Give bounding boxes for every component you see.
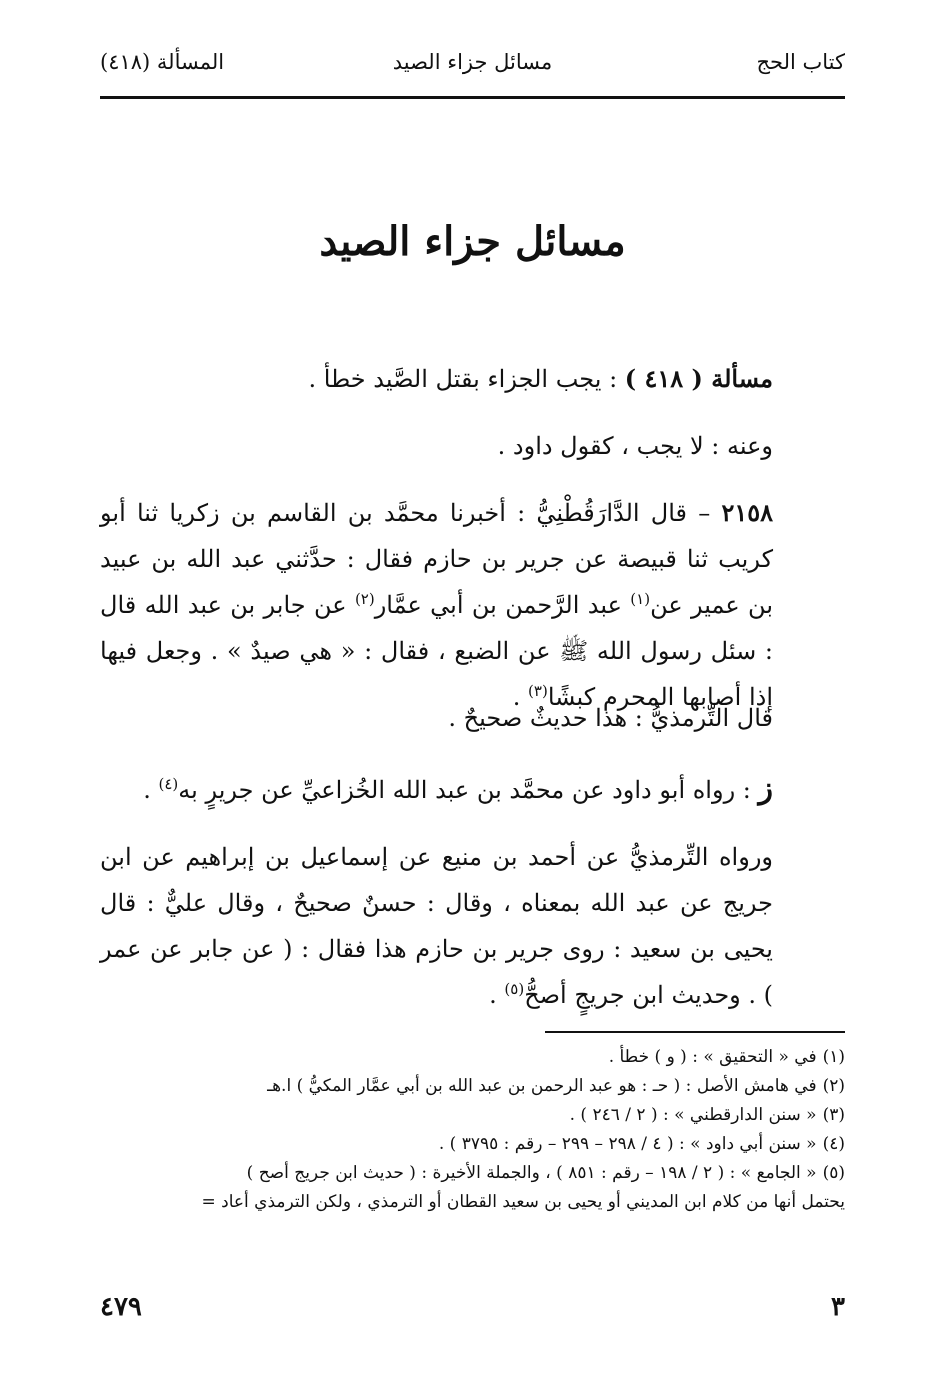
footnotes <box>100 1043 845 1217</box>
footnote-ref-3[interactable]: (٣) <box>528 682 548 700</box>
footnote-2 <box>100 1072 845 1101</box>
footnote-text: في « التحقيق » : ( و ) خطأ . <box>608 1047 817 1067</box>
header-divider <box>100 96 845 99</box>
issue-paragraph <box>100 356 845 402</box>
footnote-1 <box>100 1043 845 1072</box>
header-chapter-title: مسائل جزاء الصيد <box>392 50 553 74</box>
header-issue-number: المسألة (٤١٨) <box>100 50 225 74</box>
footnote-ref-4[interactable]: (٤) <box>158 775 179 793</box>
zay-end: . <box>143 776 159 804</box>
narration-text: ورواه التِّرمذيُّ عن أحمد بن منيع عن إسماعيل بن إبراهيم عن ابن جريج عن عبد الله بمعناه ، وقال : حسنٌ صحيحٌ ، وقال عليٌّ : قال يحيى بن سعيد : روى جرير بن حازم هذا فقال : ( عن جابر عن عمر ) . وحديث ابن جريجٍ أصحُّ <box>100 843 773 1009</box>
running-header <box>100 50 845 90</box>
hadith-paragraph <box>100 490 845 720</box>
footnote-text: في هامش الأصل : ( حـ : هو عبد الرحمن بن عبد الله بن أبي عمَّار المكيُّ ) ا.هـ <box>267 1076 817 1096</box>
alternate-view: وعنه : لا يجب ، كقول داود . <box>497 432 773 460</box>
issue-label: مسألة ( ٤١٨ ) <box>624 364 773 393</box>
footnote-number: (٣) <box>822 1105 845 1125</box>
hadith-text-2: عبد الرَّحمن بن أبي عمَّار <box>374 591 631 619</box>
header-book-title: كتاب الحج <box>756 50 845 74</box>
issue-text: : يجب الجزاء بقتل الصَّيد خطأ . <box>308 365 625 393</box>
tirmidhi-narration <box>100 834 845 1018</box>
zay-paragraph <box>100 766 845 813</box>
footnote-text: « سنن الدارقطني » : ( ٢ / ٢٤٦ ) . <box>569 1105 817 1125</box>
chapter-title: مسائل جزاء الصيد <box>319 218 626 265</box>
footnote-number: (٤) <box>822 1134 845 1154</box>
zay-text: : رواه أبو داود عن محمَّد بن عبد الله الخُزاعيِّ عن جريرٍ به <box>178 776 759 804</box>
footnote-3 <box>100 1101 845 1130</box>
page-number-left: ٤٧٩ <box>100 1292 142 1322</box>
footnote-text: « الجامع » : ( ٢ / ١٩٨ – رقم : ٨٥١ ) ، والجملة الأخيرة : ( حديث ابن جريج أصح ) <box>246 1163 817 1183</box>
hadith-number: ٢١٥٨ <box>721 498 773 527</box>
zay-mark: ز <box>758 771 773 806</box>
footnote-continuation: يحتمل أنها من كلام ابن المديني أو يحيى بن سعيد القطان أو الترمذي ، ولكن الترمذي أعاد = <box>201 1192 845 1212</box>
hadith-text-3: عن جابر بن عبد الله قال : سئل رسول الله ﷺ عن الضبع ، فقال : « هي صيدٌ » . وجعل فيها إذا أصابها المحرم كبشًا <box>100 591 773 711</box>
tirmidhi-grading: قال التِّرمذيُّ : هذا حديثٌ صحيحٌ . <box>448 704 773 732</box>
hadith-text-1: – قال الدَّارَقُطْنِيُّ : أخبرنا محمَّد بن القاسم بن زكريا ثنا أبو كريب ثنا قبيصة عن جرير بن حازم فقال : حدَّثني عبد الله بن عبيد بن عمير عن <box>100 499 773 619</box>
hadith-text-4: . <box>512 683 529 711</box>
footnote-ref-1[interactable]: (١) <box>630 590 651 608</box>
footnote-number: (١) <box>822 1047 845 1067</box>
footnote-ref-2[interactable]: (٢) <box>354 590 375 608</box>
footnote-ref-5[interactable]: (٥) <box>504 980 525 998</box>
footnote-number: (٢) <box>822 1076 845 1096</box>
footnote-4 <box>100 1130 845 1159</box>
narration-end: . <box>489 981 505 1009</box>
footnote-number: (٥) <box>822 1163 845 1183</box>
footnote-divider <box>545 1031 845 1033</box>
footnote-5 <box>100 1159 845 1188</box>
page-number-right: ٣ <box>831 1292 845 1322</box>
footnote-text: « سنن أبي داود » : ( ٤ / ٢٩٨ – ٢٩٩ – رقم : ٣٧٩٥ ) . <box>438 1134 817 1154</box>
